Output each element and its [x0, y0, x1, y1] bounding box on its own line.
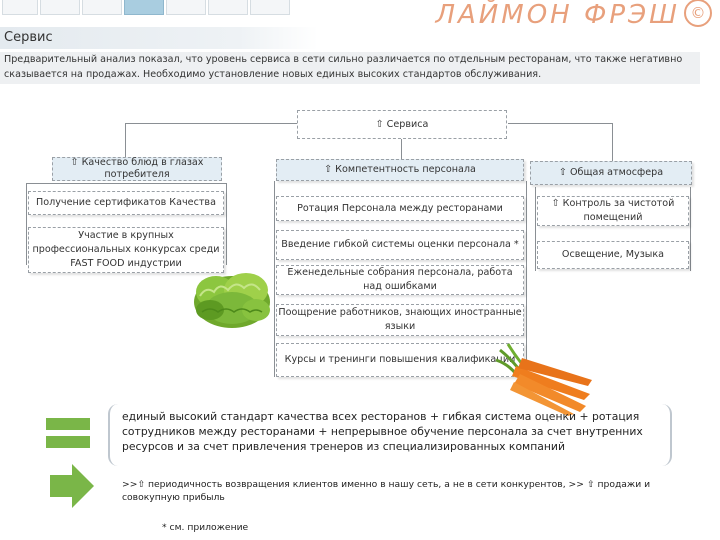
atmosphere-item-lighting	[537, 241, 689, 269]
quality-item-label: Участие в крупных профессиональных конкурсах среди FAST FOOD индустрии	[32, 230, 220, 269]
brand-logo: ЛАЙМОН ФРЭШ	[435, 0, 680, 30]
nav-tab-1[interactable]	[2, 0, 38, 15]
equals-icon-bottom-bar	[46, 436, 90, 448]
nav-tab-7[interactable]	[250, 0, 290, 15]
equals-icon-top-bar	[46, 418, 90, 430]
root-node-label: ⇧ Сервиса	[375, 118, 429, 130]
connector-line	[26, 183, 226, 184]
competence-header	[276, 159, 524, 181]
competence-item-label: Курсы и тренинги повышения квалификации	[284, 354, 516, 365]
competence-item-rotation	[276, 196, 524, 221]
connector-line	[125, 123, 297, 124]
nav-tab-2[interactable]	[40, 0, 80, 15]
quality-item-certificates	[28, 191, 224, 215]
competence-item-meetings	[276, 265, 524, 295]
competence-item-label: Поощрение работников, знающих иностранные языки	[278, 307, 522, 332]
result-text: >>⇧ периодичность возвращения клиентов именно в нашу сеть, а не в сети конкурентов, >> ⇧ продажи и совокупную прибыль	[122, 479, 651, 503]
connector-line	[612, 123, 613, 161]
nav-tab-6[interactable]	[208, 0, 248, 15]
root-node	[297, 110, 507, 139]
connector-line	[125, 123, 126, 157]
atmosphere-item-label: ⇧ Контроль за чистотой помещений	[551, 198, 675, 223]
nav-tab-3[interactable]	[82, 0, 122, 15]
nav-tab-5[interactable]	[166, 0, 206, 15]
connector-line	[508, 123, 612, 124]
competence-item-label: Еженедельные собрания персонала, работа над ошибками	[287, 267, 513, 292]
competence-header-label: ⇧ Компетентность персонала	[324, 164, 476, 175]
atmosphere-header-label: ⇧ Общая атмосфера	[558, 167, 664, 178]
atmosphere-item-label: Освещение, Музыка	[561, 249, 665, 260]
page-title: Сервис	[4, 30, 53, 45]
connector-line	[226, 183, 227, 265]
arrow-right-icon	[50, 464, 94, 508]
atmosphere-item-cleanliness	[537, 196, 689, 226]
competence-item-languages	[276, 304, 524, 336]
competence-item-training	[276, 343, 524, 377]
quality-item-label: Получение сертификатов Качества	[36, 197, 216, 208]
connector-line	[690, 187, 691, 271]
lettuce-image	[190, 262, 274, 332]
competence-item-evaluation	[276, 230, 524, 260]
competence-item-label: Ротация Персонала между ресторанами	[297, 202, 503, 214]
connector-line	[274, 181, 275, 377]
intro-text: Предварительный анализ показал, что уровень сервиса в сети сильно различается по отдельным ресторанам, что также негативно сказывается на продажах. Необходимо установление новых единых высоких стандартов обслуживания.	[4, 54, 683, 80]
atmosphere-header	[530, 161, 692, 185]
quality-header-label: ⇧ Качество блюд в глазах потребителя	[70, 157, 204, 180]
connector-line	[26, 183, 27, 265]
competence-item-label: Введение гибкой системы оценки персонала *	[281, 239, 519, 250]
quality-header	[52, 157, 222, 181]
footnote: * см. приложение	[162, 522, 249, 533]
copyright-icon: ©	[684, 0, 712, 27]
connector-line	[535, 187, 536, 271]
connector-line	[401, 139, 402, 159]
nav-tab-4-active[interactable]	[124, 0, 164, 15]
summary-text: единый высокий стандарт качества всех ресторанов + гибкая система оценки + ротация сотрудников между ресторанами + непрерывное обучение персонала за счет внутренних ресурсов и за счет привлечения тренеров из специализированных компаний	[122, 410, 643, 453]
